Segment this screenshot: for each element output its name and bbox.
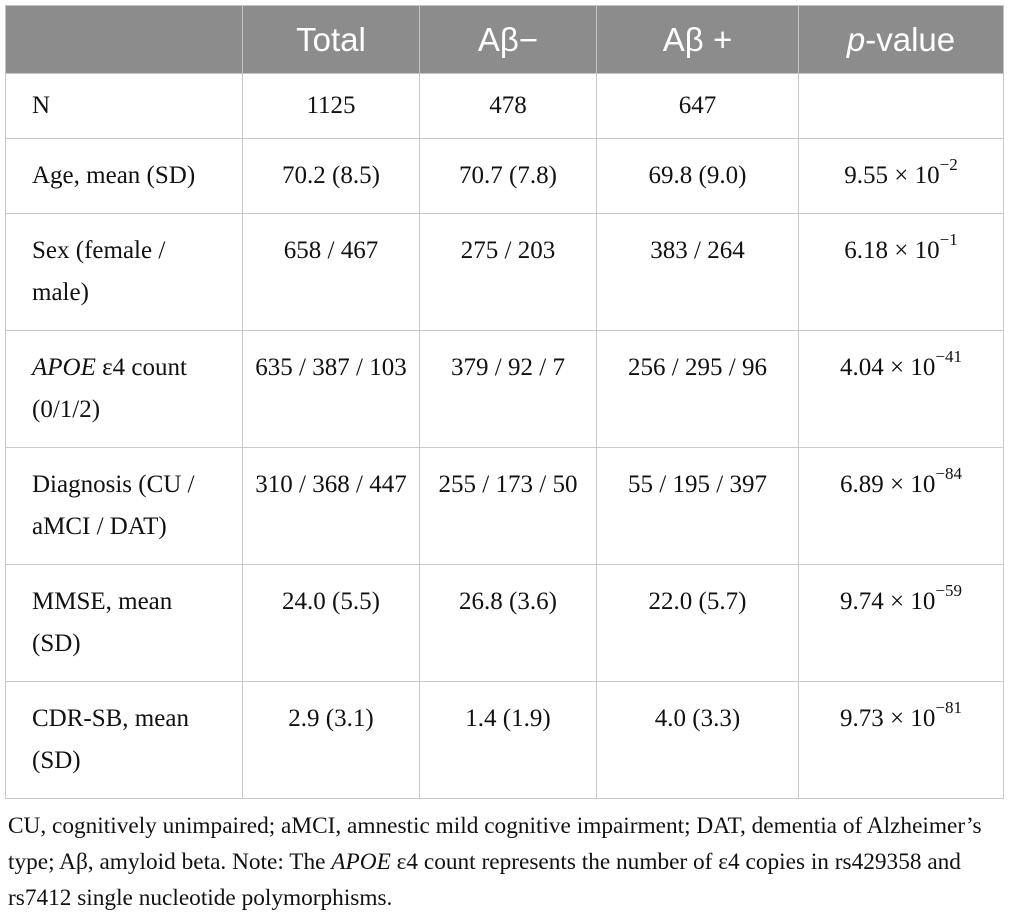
p-base: 9.74 × 10 <box>840 588 936 615</box>
cell-total: 1125 <box>243 74 420 139</box>
p-suffix: -value <box>865 20 956 58</box>
header-total: Total <box>243 6 420 74</box>
p-base: 6.18 × 10 <box>844 237 940 264</box>
footnote-text-1: CU, cognitively unimpaired; aMCI, amnestic mild cognitive impairment; DAT, dementia of Alzheimer’s type; Aβ, amyloid beta. Note: The <box>8 813 982 875</box>
cell-total: 310 / 368 / 447 <box>243 448 420 565</box>
table-row <box>6 682 1004 799</box>
cell-abeta-positive: 383 / 264 <box>597 214 799 331</box>
cell-abeta-negative: 255 / 173 / 50 <box>420 448 597 565</box>
row-label: N <box>6 74 243 139</box>
p-base: 6.89 × 10 <box>840 471 936 498</box>
cell-abeta-negative: 70.7 (7.8) <box>420 139 597 214</box>
table-row <box>6 565 1004 682</box>
cell-p-value <box>799 682 1004 799</box>
cell-abeta-positive: 55 / 195 / 397 <box>597 448 799 565</box>
table-row <box>6 139 1004 214</box>
row-label: Sex (female / male) <box>6 214 243 331</box>
table-footnote <box>8 808 1008 916</box>
cell-abeta-negative: 379 / 92 / 7 <box>420 331 597 448</box>
row-label: Diagnosis (CU / aMCI / DAT) <box>6 448 243 565</box>
p-exponent: −2 <box>939 154 958 174</box>
p-base: 9.55 × 10 <box>844 162 940 189</box>
table-row <box>6 214 1004 331</box>
cell-abeta-positive: 22.0 (5.7) <box>597 565 799 682</box>
cell-p-value <box>799 448 1004 565</box>
table-row <box>6 74 1004 139</box>
apoe-italic: APOE <box>32 354 96 381</box>
p-exponent: −84 <box>935 463 962 483</box>
p-exponent: −1 <box>939 229 958 249</box>
cell-abeta-positive: 256 / 295 / 96 <box>597 331 799 448</box>
p-exponent: −81 <box>935 697 962 717</box>
cell-total: 658 / 467 <box>243 214 420 331</box>
p-exponent: −59 <box>935 580 962 600</box>
row-label: Age, mean (SD) <box>6 139 243 214</box>
cell-p-value <box>799 74 1004 139</box>
header-row <box>6 6 1004 74</box>
row-label: CDR-SB, mean (SD) <box>6 682 243 799</box>
cell-total: 70.2 (8.5) <box>243 139 420 214</box>
cell-p-value <box>799 139 1004 214</box>
footnote-apoe-italic: APOE <box>331 849 391 875</box>
header-blank <box>6 6 243 74</box>
p-base: 9.73 × 10 <box>840 705 936 732</box>
cell-abeta-positive: 69.8 (9.0) <box>597 139 799 214</box>
cell-abeta-positive: 4.0 (3.3) <box>597 682 799 799</box>
cell-p-value <box>799 214 1004 331</box>
demographics-table <box>5 5 1004 799</box>
cell-abeta-positive: 647 <box>597 74 799 139</box>
cell-abeta-negative: 478 <box>420 74 597 139</box>
cell-p-value <box>799 331 1004 448</box>
header-abeta-negative: Aβ− <box>420 6 597 74</box>
row-label-rest: ε4 count (0/1/2) <box>32 354 187 423</box>
footnote-text-2: ε4 count represents the number of ε4 copies in rs429358 and rs7412 single nucleotide polymorphisms. <box>8 849 961 911</box>
row-label <box>6 331 243 448</box>
table-row <box>6 331 1004 448</box>
p-exponent: −41 <box>935 346 962 366</box>
cell-abeta-negative: 275 / 203 <box>420 214 597 331</box>
cell-total: 2.9 (3.1) <box>243 682 420 799</box>
p-base: 4.04 × 10 <box>840 354 936 381</box>
cell-total: 635 / 387 / 103 <box>243 331 420 448</box>
cell-p-value <box>799 565 1004 682</box>
header-abeta-positive: Aβ + <box>597 6 799 74</box>
row-label: MMSE, mean (SD) <box>6 565 243 682</box>
cell-total: 24.0 (5.5) <box>243 565 420 682</box>
header-p-value <box>799 6 1004 74</box>
table-row <box>6 448 1004 565</box>
p-italic: p <box>846 20 866 58</box>
cell-abeta-negative: 1.4 (1.9) <box>420 682 597 799</box>
cell-abeta-negative: 26.8 (3.6) <box>420 565 597 682</box>
